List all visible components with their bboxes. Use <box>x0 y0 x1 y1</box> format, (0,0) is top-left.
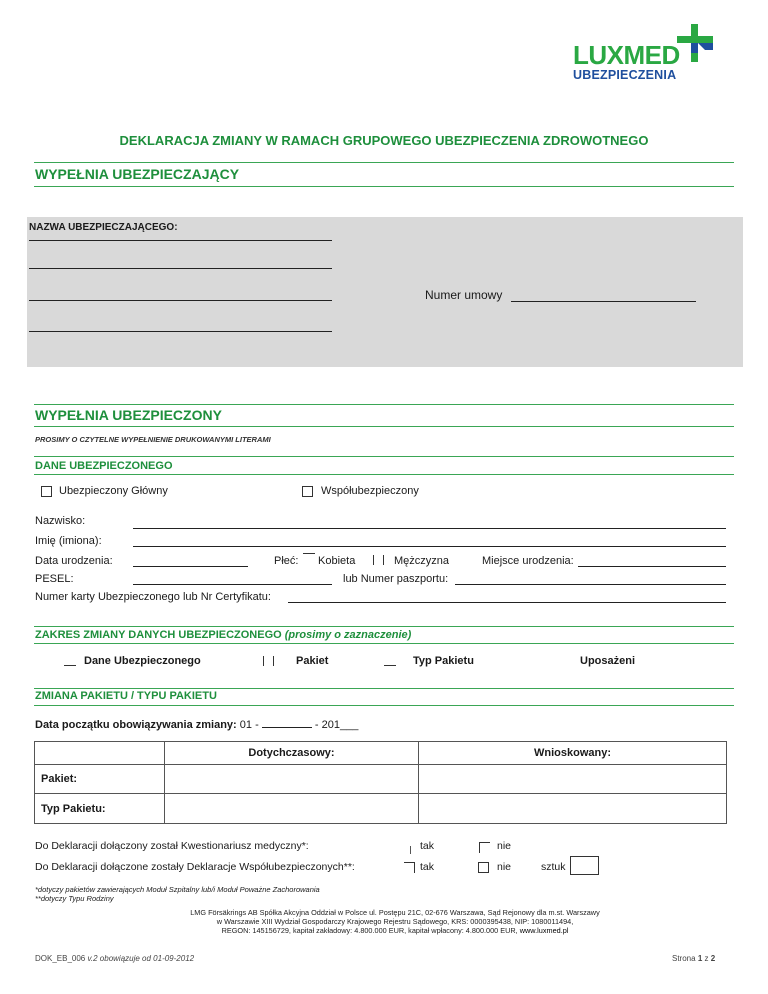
requested-type-cell[interactable] <box>419 794 727 824</box>
option-main-insured-label: Ubezpieczony Główny <box>59 485 168 497</box>
q1-yes-label: tak <box>420 840 435 852</box>
checkbox-q1-yes[interactable] <box>410 846 411 854</box>
sex-label: Płeć: <box>274 555 299 567</box>
firstname-label: Imię (imiona): <box>35 535 102 547</box>
surname-line[interactable] <box>133 528 726 529</box>
scope-beneficiaries-label: Uposażeni <box>580 655 636 667</box>
checkbox-co-insured[interactable] <box>302 486 313 497</box>
current-type-cell[interactable] <box>165 794 419 824</box>
q2-no-label: nie <box>497 861 512 873</box>
scope-heading <box>35 629 411 641</box>
change-date-row <box>35 718 358 731</box>
company-line-2: w Warszawie XIII Wydział Gospodarczy Krajowego Rejestru Sądowego, KRS: 0000395438, NIP: 1080011494, <box>216 917 574 926</box>
current-package-cell[interactable] <box>165 765 419 794</box>
option-co-insured-label: Współubezpieczony <box>321 485 419 497</box>
birthplace-line[interactable] <box>578 566 726 567</box>
change-date-label: Data początku obowiązywania zmiany: <box>35 719 237 731</box>
page-word: Strona <box>672 954 696 963</box>
attachment-q2: Do Deklaracji dołączone zostały Deklaracje Współubezpieczonych**: <box>35 861 355 873</box>
insurer-panel <box>27 217 743 367</box>
checkbox-main-insured[interactable] <box>41 486 52 497</box>
checkbox-q1-no[interactable] <box>479 842 490 853</box>
contract-number-label: Numer umowy <box>425 288 503 302</box>
logo-sub: UBEZPIECZENIA <box>573 68 677 82</box>
insured-data-heading: DANE UBEZPIECZONEGO <box>35 460 173 472</box>
package-change-heading: ZMIANA PAKIETU / TYPU PAKIETU <box>35 690 217 702</box>
page-num: 1 <box>697 954 703 963</box>
scope-heading-text: ZAKRES ZMIANY DANYCH UBEZPIECZONEGO <box>35 629 282 641</box>
insurer-name-line-3[interactable] <box>29 300 332 301</box>
section1-heading: WYPEŁNIA UBEZPIECZAJĄCY <box>35 166 240 182</box>
change-date-month-field[interactable] <box>262 718 312 728</box>
footnote-1: *dotyczy pakietów zawierających Moduł Szpitalny lub/i Moduł Poważne Zachorowania <box>35 885 320 894</box>
insurer-name-label: NAZWA UBEZPIECZAJĄCEGO: <box>29 222 178 233</box>
firstname-line[interactable] <box>133 546 726 547</box>
scope-type-label: Typ Pakietu <box>413 655 474 667</box>
company-line-3: REGON: 145156729, kapitał zakładowy: 4.800.000 EUR, kapitał wpłacony: 4.800.000 EUR, <box>221 926 518 935</box>
checkbox-scope-package[interactable] <box>263 656 274 666</box>
male-label: Mężczyzna <box>394 555 450 567</box>
row-package: Pakiet: <box>35 765 165 794</box>
doc-version: v.2 obowiązuje od 01-09-2012 <box>87 954 195 963</box>
contract-number-line[interactable] <box>511 301 696 302</box>
female-label: Kobieta <box>318 555 356 567</box>
company-info <box>130 908 660 935</box>
q1-no-label: nie <box>497 840 512 852</box>
checkbox-q2-no[interactable] <box>478 862 489 873</box>
doc-id-code: DOK_EB_006 <box>35 954 86 963</box>
birthplace-label: Miejsce urodzenia: <box>482 555 574 567</box>
print-note: PROSIMY O CZYTELNE WYPEŁNIENIE DRUKOWANYMI LITERAMI <box>35 435 271 444</box>
insurer-name-line-2[interactable] <box>29 268 332 269</box>
page-title: DEKLARACJA ZMIANY W RAMACH GRUPOWEGO UBEZPIECZENIA ZDROWOTNEGO <box>119 133 649 148</box>
scope-data-label: Dane Ubezpieczonego <box>84 655 201 667</box>
scope-package-label: Pakiet <box>296 655 329 667</box>
section2-heading: WYPEŁNIA UBEZPIECZONY <box>35 407 222 423</box>
doc-id <box>35 954 194 963</box>
row-package-type: Typ Pakietu: <box>35 794 165 824</box>
change-date-year: 201___ <box>321 719 359 731</box>
footnote-2: **dotyczy Typu Rodziny <box>35 894 114 903</box>
page-number <box>672 954 715 963</box>
col-requested: Wnioskowany: <box>419 742 727 765</box>
company-url[interactable]: www.luxmed.pl <box>519 926 569 935</box>
passport-line[interactable] <box>455 584 726 585</box>
company-line-1: LMG Försäkrings AB Spółka Akcyjna Oddział w Polsce ul. Postępu 21C, 02-676 Warszawa, Sąd Rejonowy dla m.st. Warszawy <box>190 908 600 917</box>
attachment-q1: Do Deklaracji dołączony został Kwestionariusz medyczny*: <box>35 840 309 852</box>
count-input[interactable] <box>570 856 599 875</box>
card-number-label: Numer karty Ubezpieczonego lub Nr Certyfikatu: <box>35 591 271 603</box>
checkbox-scope-type[interactable] <box>384 660 396 666</box>
logo-brand: LUXMED <box>573 40 680 70</box>
birthdate-label: Data urodzenia: <box>35 555 113 567</box>
count-label: sztuk <box>541 861 566 873</box>
insurer-name-line-4[interactable] <box>29 331 332 332</box>
checkbox-male[interactable] <box>373 555 384 565</box>
page-total: 2 <box>710 954 716 963</box>
insurer-name-line-1[interactable] <box>29 240 332 241</box>
pesel-label: PESEL: <box>35 573 74 585</box>
surname-label: Nazwisko: <box>35 515 86 527</box>
birthdate-line[interactable] <box>133 566 248 567</box>
checkbox-female[interactable] <box>303 553 315 557</box>
requested-package-cell[interactable] <box>419 765 727 794</box>
checkbox-q2-yes[interactable] <box>404 862 415 873</box>
col-current: Dotychczasowy: <box>165 742 419 765</box>
checkbox-scope-data[interactable] <box>64 660 76 666</box>
card-number-line[interactable] <box>288 602 726 603</box>
package-table <box>34 741 727 824</box>
passport-label: lub Numer paszportu: <box>343 573 449 585</box>
page-of: z <box>704 954 709 963</box>
scope-heading-note: (prosimy o zaznaczenie) <box>284 629 412 641</box>
q2-yes-label: tak <box>420 861 435 873</box>
change-date-mid: - <box>314 719 319 731</box>
logo <box>573 22 723 84</box>
change-date-day: 01 - <box>239 719 259 731</box>
pesel-line[interactable] <box>133 584 332 585</box>
